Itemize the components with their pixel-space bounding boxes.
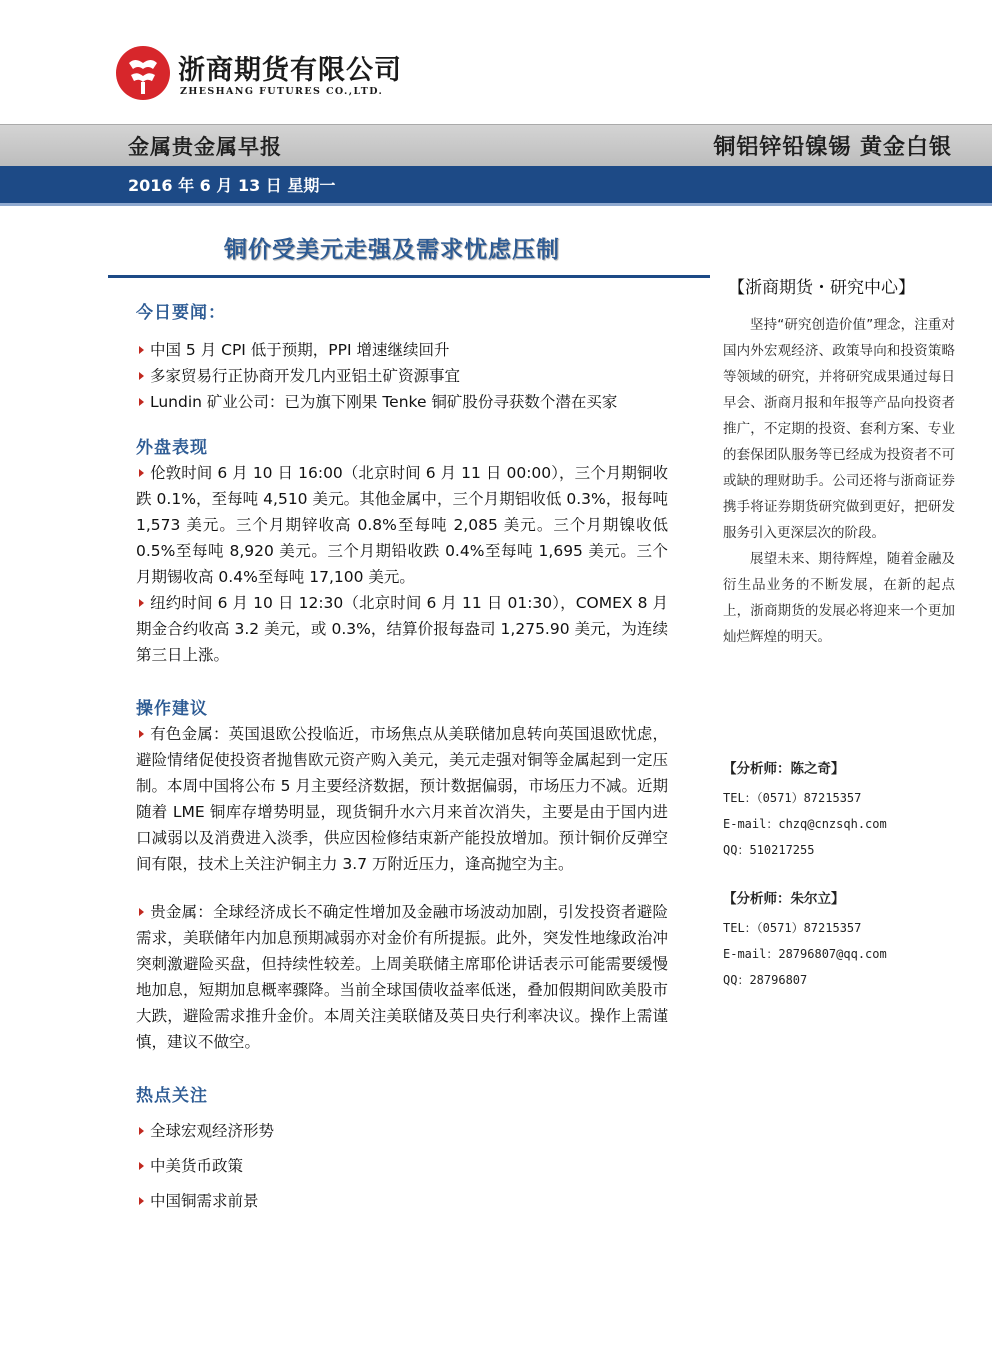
analyst-name: 【分析师：陈之奇】 <box>723 761 845 777</box>
analyst-card <box>723 887 963 993</box>
overseas-paragraph: 纽约时间 6 月 10 日 12:30（北京时间 6 月 11 日 01:30），COMEX 8 月期金合约收高 3.2 美元，或 0.3%，结算价报每盎司 1,275.90 美元，为连续第三日上涨。 <box>136 594 668 664</box>
report-date: 2016 年 6 月 13 日 星期一 <box>128 176 336 195</box>
analyst-tel: TEL：（0571）87215357 <box>723 921 862 935</box>
news-heading: 今日要闻： <box>136 303 226 323</box>
research-intro <box>723 312 955 650</box>
bullet-arrow-icon <box>139 730 144 738</box>
bullet-arrow-icon <box>139 908 144 916</box>
advice-paragraph: 有色金属：英国退欧公投临近，市场焦点从美联储加息转向英国退欧忧虑，避险情绪促使投资者抛售欧元资产购入美元，美元走强对铜等金属起到一定压制。本周中国将公布 5 月主要经济数据，预计数据偏弱，市场压力不减。近期随着 LME 铜库存增势明显，现货铜升水六月来首次消失，主要是由于国内进口减弱以及消费进入淡季，供应因检修结束新产能投放增加。预计铜价反弹空间有限，技术上关注沪铜主力 3.7 万附近压力，逢高抛空为主。 <box>136 725 668 873</box>
news-item: 多家贸易行正协商开发几内亚铝土矿资源事宜 <box>136 363 668 389</box>
hot-item: 中国铜需求前景 <box>136 1188 668 1214</box>
bullet-arrow-icon <box>139 398 144 406</box>
bullet-arrow-icon <box>139 1127 144 1135</box>
analyst-email[interactable]: E-mail：28796807@qq.com <box>723 947 887 961</box>
news-item: 中国 5 月 CPI 低于预期，PPI 增速继续回升 <box>136 337 668 363</box>
hot-item: 中美货币政策 <box>136 1153 668 1179</box>
bullet-arrow-icon <box>139 1197 144 1205</box>
overseas-paragraph: 伦敦时间 6 月 10 日 16:00（北京时间 6 月 11 日 00:00），三个月期铜收跌 0.1%，至每吨 4,510 美元。其他金属中，三个月期铝收低 0.3%，报每吨 1,573 美元。三个月期锌收高 0.8%至每吨 2,085 美元。三个月期镍收低 0.5%至每吨 8,920 美元。三个月期铅收跌 0.4%至每吨 1,695 美元。三个月期锡收高 0.4%至每吨 17,100 美元。 <box>136 464 668 586</box>
hot-heading: 热点关注 <box>136 1086 208 1106</box>
research-center-heading: 【浙商期货・研究中心】 <box>728 278 915 298</box>
analyst-qq: QQ：28796807 <box>723 973 808 987</box>
analyst-qq: QQ：510217255 <box>723 843 815 857</box>
hot-item: 全球宏观经济形势 <box>136 1118 668 1144</box>
bullet-arrow-icon <box>139 346 144 354</box>
overseas-heading: 外盘表现 <box>136 438 208 458</box>
main-content <box>136 298 668 1214</box>
bullet-arrow-icon <box>139 469 144 477</box>
bullet-arrow-icon <box>139 372 144 380</box>
advice-heading: 操作建议 <box>136 699 208 719</box>
analyst-tel: TEL：（0571）87215357 <box>723 791 862 805</box>
advice-paragraph: 贵金属：全球经济成长不确定性增加及金融市场波动加剧，引发投资者避险需求，美联储年内加息预期减弱亦对金价有所提振。此外，突发性地缘政治冲突刺激避险买盘，但持续性较差。上周美联储主席耶伦讲话表示可能需要缓慢地加息，短期加息概率骤降。当前全球国债收益率低迷，叠加假期间欧美股市大跌，避险需求推升金价。本周关注美联储及英日央行利率决议。操作上需谨慎，建议不做空。 <box>136 903 668 1051</box>
research-intro-paragraph: 展望未来、期待辉煌，随着金融及衍生品业务的不断发展，在新的起点上，浙商期货的发展必将迎来一个更加灿烂辉煌的明天。 <box>723 551 955 645</box>
news-item: Lundin 矿业公司：已为旗下刚果 Tenke 铜矿股份寻获数个潜在买家 <box>136 389 668 415</box>
report-name: 金属贵金属早报 <box>128 135 282 159</box>
page-title: 铜价受美元走强及需求忧虑压制 <box>224 237 560 263</box>
title-divider <box>108 275 710 278</box>
bullet-arrow-icon <box>139 599 144 607</box>
analyst-card <box>723 757 963 863</box>
bullet-arrow-icon <box>139 1162 144 1170</box>
analyst-name: 【分析师：朱尔立】 <box>723 891 845 907</box>
company-name-en: ZHESHANG FUTURES CO.,LTD. <box>180 86 384 97</box>
company-logo <box>115 45 171 101</box>
report-metals: 铜铝锌铅镍锡 黄金白银 <box>713 135 952 160</box>
research-intro-paragraph: 坚持“研究创造价值”理念，注重对国内外宏观经济、政策导向和投资策略等领域的研究，并将研究成果通过每日早会、浙商月报和年报等产品向投资者推广，不定期的投资、套利方案、专业的套保团队服务等已经成为投资者不可或缺的理财助手。公司还将与浙商证券携手将证券期货研究做到更好，把研发服务引入更深层次的阶段。 <box>723 317 955 541</box>
analyst-email[interactable]: E-mail：chzq@cnzsqh.com <box>723 817 887 831</box>
company-name-cn: 浙商期货有限公司 <box>178 55 402 86</box>
